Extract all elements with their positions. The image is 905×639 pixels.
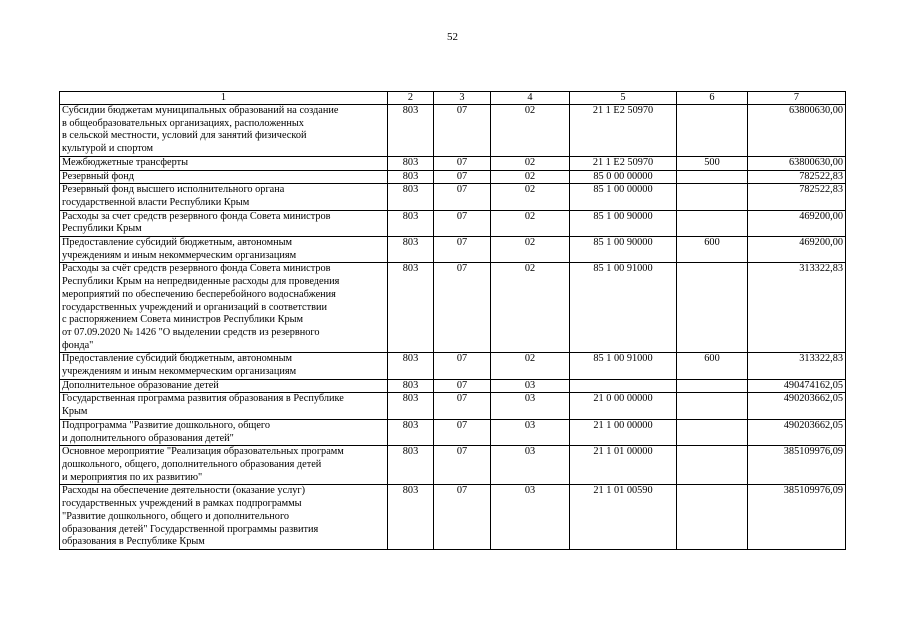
amount-cell: 490203662,05 <box>748 419 846 445</box>
item-name-cell: Резервный фонд <box>60 170 388 184</box>
target-article-cell: 85 1 00 91000 <box>570 263 677 353</box>
item-name-cell: Резервный фонд высшего исполнительного органа государственной власти Республики Крым <box>60 184 388 210</box>
table-row <box>60 419 846 445</box>
item-name-cell: Расходы на обеспечение деятельности (оказание услуг) государственных учреждений в рамках подпрограммы "Развитие дошкольного, общего и дополнительного образования детей" Государственной программы развития образования в Республике Крым <box>60 485 388 550</box>
expense-type-cell <box>677 263 748 353</box>
target-article-cell: 85 1 00 90000 <box>570 210 677 236</box>
budget-table <box>59 91 846 550</box>
target-article-cell: 21 1 01 00000 <box>570 446 677 485</box>
table-row <box>60 170 846 184</box>
section-code-cell: 07 <box>434 263 491 353</box>
amount-cell: 63800630,00 <box>748 156 846 170</box>
expense-type-cell: 500 <box>677 156 748 170</box>
amount-cell: 490474162,05 <box>748 379 846 393</box>
ministry-code-cell: 803 <box>388 446 434 485</box>
expense-type-cell <box>677 184 748 210</box>
item-name-cell: Государственная программа развития образования в Республике Крым <box>60 393 388 419</box>
header-cell: 2 <box>388 92 434 105</box>
table-row <box>60 156 846 170</box>
subsection-code-cell: 03 <box>491 419 570 445</box>
subsection-code-cell: 02 <box>491 263 570 353</box>
table-row <box>60 353 846 379</box>
section-code-cell: 07 <box>434 170 491 184</box>
ministry-code-cell: 803 <box>388 170 434 184</box>
section-code-cell: 07 <box>434 485 491 550</box>
subsection-code-cell: 02 <box>491 184 570 210</box>
amount-cell: 469200,00 <box>748 237 846 263</box>
expense-type-cell <box>677 105 748 157</box>
amount-cell: 313322,83 <box>748 263 846 353</box>
table-row <box>60 210 846 236</box>
subsection-code-cell: 03 <box>491 446 570 485</box>
item-name-cell: Предоставление субсидий бюджетным, автономным учреждениям и иным некоммерческим организациям <box>60 353 388 379</box>
ministry-code-cell: 803 <box>388 393 434 419</box>
expense-type-cell <box>677 379 748 393</box>
header-cell: 1 <box>60 92 388 105</box>
section-code-cell: 07 <box>434 210 491 236</box>
header-cell: 4 <box>491 92 570 105</box>
target-article-cell: 21 0 00 00000 <box>570 393 677 419</box>
subsection-code-cell: 02 <box>491 353 570 379</box>
ministry-code-cell: 803 <box>388 419 434 445</box>
expense-type-cell <box>677 485 748 550</box>
target-article-cell: 21 1 01 00590 <box>570 485 677 550</box>
table-row <box>60 379 846 393</box>
target-article-cell: 21 1 E2 50970 <box>570 156 677 170</box>
amount-cell: 782522,83 <box>748 184 846 210</box>
item-name-cell: Расходы за счёт средств резервного фонда Совета министров Республики Крым на непредвиденные расходы для проведения мероприятий по обеспечению бесперебойного водоснабжения государственных учреждений и организаций в соответствии с распоряжением Совета министров Республики Крым от 07.09.2020 № 1426 "О выделении средств из резервного фонда" <box>60 263 388 353</box>
subsection-code-cell: 03 <box>491 393 570 419</box>
ministry-code-cell: 803 <box>388 379 434 393</box>
section-code-cell: 07 <box>434 393 491 419</box>
amount-cell: 490203662,05 <box>748 393 846 419</box>
target-article-cell: 85 0 00 00000 <box>570 170 677 184</box>
item-name-cell: Дополнительное образование детей <box>60 379 388 393</box>
section-code-cell: 07 <box>434 419 491 445</box>
expense-type-cell <box>677 393 748 419</box>
section-code-cell: 07 <box>434 446 491 485</box>
header-cell: 7 <box>748 92 846 105</box>
item-name-cell: Межбюджетные трансферты <box>60 156 388 170</box>
table-row <box>60 184 846 210</box>
target-article-cell: 21 1 00 00000 <box>570 419 677 445</box>
target-article-cell: 85 1 00 91000 <box>570 353 677 379</box>
header-row <box>60 92 846 105</box>
amount-cell: 782522,83 <box>748 170 846 184</box>
header-cell: 6 <box>677 92 748 105</box>
page-number: 52 <box>447 31 458 43</box>
table-row <box>60 485 846 550</box>
expense-type-cell: 600 <box>677 237 748 263</box>
item-name-cell: Расходы за счет средств резервного фонда Совета министров Республики Крым <box>60 210 388 236</box>
section-code-cell: 07 <box>434 353 491 379</box>
table-row <box>60 393 846 419</box>
amount-cell: 385109976,09 <box>748 446 846 485</box>
item-name-cell: Субсидии бюджетам муниципальных образований на создание в общеобразовательных организациях, расположенных в сельской местности, условий для занятий физической культурой и спортом <box>60 105 388 157</box>
section-code-cell: 07 <box>434 156 491 170</box>
ministry-code-cell: 803 <box>388 263 434 353</box>
ministry-code-cell: 803 <box>388 485 434 550</box>
ministry-code-cell: 803 <box>388 210 434 236</box>
expense-type-cell <box>677 419 748 445</box>
amount-cell: 63800630,00 <box>748 105 846 157</box>
section-code-cell: 07 <box>434 184 491 210</box>
expense-type-cell <box>677 446 748 485</box>
ministry-code-cell: 803 <box>388 237 434 263</box>
item-name-cell: Предоставление субсидий бюджетным, автономным учреждениям и иным некоммерческим организациям <box>60 237 388 263</box>
target-article-cell: 85 1 00 00000 <box>570 184 677 210</box>
ministry-code-cell: 803 <box>388 353 434 379</box>
item-name-cell: Подпрограмма "Развитие дошкольного, общего и дополнительного образования детей" <box>60 419 388 445</box>
table-row <box>60 263 846 353</box>
expense-type-cell <box>677 170 748 184</box>
table-row <box>60 446 846 485</box>
expense-type-cell <box>677 210 748 236</box>
subsection-code-cell: 02 <box>491 210 570 236</box>
amount-cell: 385109976,09 <box>748 485 846 550</box>
target-article-cell <box>570 379 677 393</box>
subsection-code-cell: 02 <box>491 237 570 263</box>
ministry-code-cell: 803 <box>388 105 434 157</box>
section-code-cell: 07 <box>434 237 491 263</box>
amount-cell: 469200,00 <box>748 210 846 236</box>
table-row <box>60 105 846 157</box>
subsection-code-cell: 02 <box>491 156 570 170</box>
subsection-code-cell: 02 <box>491 105 570 157</box>
amount-cell: 313322,83 <box>748 353 846 379</box>
header-cell: 3 <box>434 92 491 105</box>
target-article-cell: 21 1 E2 50970 <box>570 105 677 157</box>
target-article-cell: 85 1 00 90000 <box>570 237 677 263</box>
subsection-code-cell: 03 <box>491 485 570 550</box>
item-name-cell: Основное мероприятие "Реализация образовательных программ дошкольного, общего, дополнительного образования детей и мероприятия по их развитию" <box>60 446 388 485</box>
section-code-cell: 07 <box>434 105 491 157</box>
section-code-cell: 07 <box>434 379 491 393</box>
header-cell: 5 <box>570 92 677 105</box>
subsection-code-cell: 02 <box>491 170 570 184</box>
table-row <box>60 237 846 263</box>
ministry-code-cell: 803 <box>388 184 434 210</box>
subsection-code-cell: 03 <box>491 379 570 393</box>
expense-type-cell: 600 <box>677 353 748 379</box>
ministry-code-cell: 803 <box>388 156 434 170</box>
